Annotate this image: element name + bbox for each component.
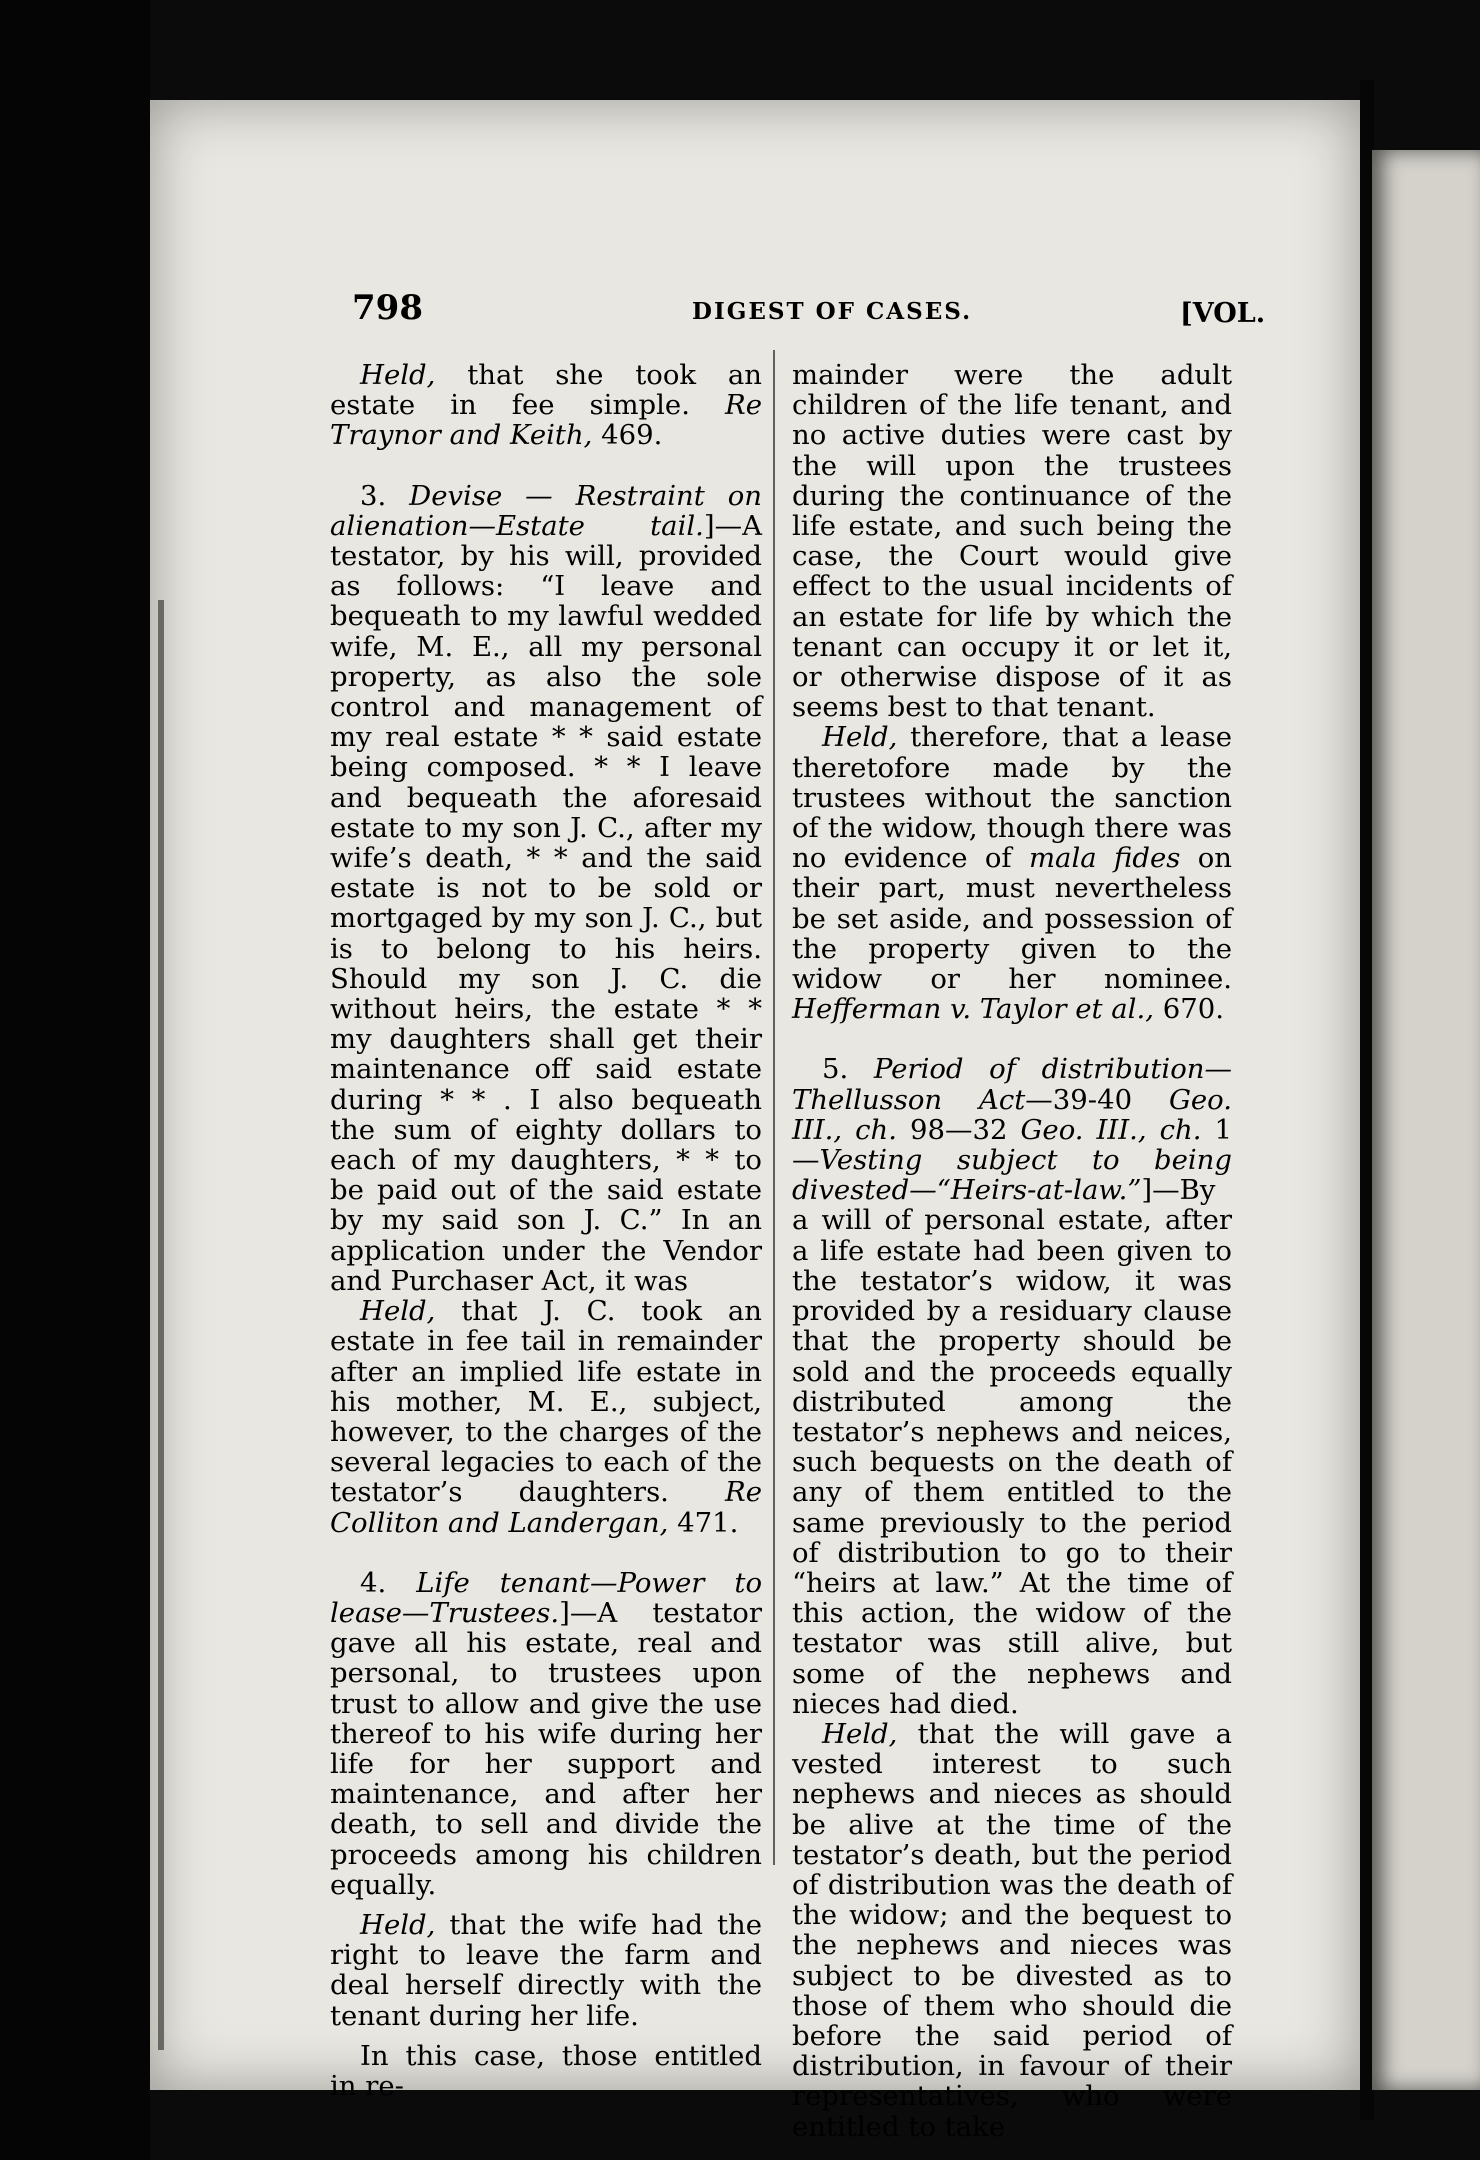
paragraph-held-hefferman [792,722,1232,1024]
paragraph-text: therefore, that a lease theretofore made by the trustees without the sanction of the widow, though there was no evidence of [792,721,1232,875]
paragraph-text: In this case, those entitled in re- [330,2039,762,2102]
running-title: DIGEST OF CASES. [692,298,973,325]
page-header [352,288,1266,338]
case-entry-3 [330,481,762,1296]
entry-heading: Vesting subject to being divested—“Heirs-at-law.” [792,1144,1232,1207]
case-citation: Re Traynor and Keith, [330,389,762,452]
paragraph-held-traynor [330,360,762,451]
entry-heading: Devise — Restraint on alienation—Estate tail. [330,479,762,542]
adjacent-page-edge [1372,150,1480,2090]
statute-name: Geo. III., ch. [792,1083,1232,1146]
page-edge-shadow [158,600,164,2050]
case-entry-5 [792,1054,1232,1718]
paragraph-text: that J. C. took an estate in fee tail in remainder after an implied life estate in his mother, M. E., subject, however, to the charges of the several legacies to each of the testator’s daughters. [330,1295,762,1509]
statute-ref: 1— [792,1113,1232,1177]
citation-page: 469. [592,419,663,452]
paragraph-text: that the will gave a vested interest to such nephews and nieces as should be alive at the time of the testator’s death, but the period of distribution was the death of the widow; and the bequest to the nephews and nieces was subject to be divested as to those of them who should die before the said period of distribution, in favour of their representatives, who were entitled to take [792,1717,1232,2143]
entry-number: 4. [360,1566,417,1599]
right-column [792,359,1232,2143]
statute-ref: —39-40 [1025,1083,1169,1116]
case-citation: Re Colliton and Landergan, [330,1476,762,1539]
volume-marker: [VOL. [1180,298,1266,329]
paragraph-text: on their part, must nevertheless be set aside, and possession of the property given to the widow or her nominee. [792,842,1232,996]
paragraph-held-wife [330,1910,762,2031]
entry-text: ]—By a will of personal estate, after a life estate had been given to the testator’s widow, it was provided by a residuary clause that the property should be sold and the proceeds equally distributed among the testator’s nephews and neices, such bequests on the death of any of them entitled to the same previously to the period of distribution to go to their “heirs at law.” At the time of this action, the widow of the testator was still alive, but some of the nephews and nieces had died. [792,1174,1232,1720]
citation-page: 471. [668,1506,739,1539]
entry-number: 5. [822,1053,874,1086]
paragraph-held-vested [792,1719,1232,2142]
entry-text: ]—A testator gave all his estate, real and personal, to trustees upon trust to allow and give the use thereof to his wife during her life for her support and maintenance, and after her death, to sell and divide the proceeds among his children equally. [330,1596,762,1901]
case-citation: Hefferman v. Taylor et al., [792,993,1154,1026]
entry-text: ]—A testator, by his will, provided as follows: “I leave and bequeath to my lawful wedded wife, M. E., all my personal property, as also the sole control and management of my real estate * * said estate being composed. * * I leave and bequeath the aforesaid estate to my son J. C., after my wife’s death, * * and the said estate is not to be sold or mortgaged by my son J. C., but is to belong to his heirs. Should my son J. C. die without heirs, the estate * * my daughters shall get their maintenance off said estate during * * . I also bequeath the sum of eighty dollars to each of my daughters, * * to be paid out of the said estate by my said son J. C.” In an application under the Vendor and Purchaser Act, it was [330,509,762,1297]
entry-heading: Life tenant—Power to lease—Trustees. [330,1566,763,1629]
paragraph-continuation [330,2041,762,2101]
paragraph-remainder [792,360,1232,722]
held-label: Held, [360,1295,436,1328]
entry-number: 3. [360,479,410,512]
scan-border-left [0,0,150,2160]
paragraph-text: that she took an estate in fee simple. [330,359,762,422]
held-label: Held, [822,721,898,754]
latin-term: mala fides [1028,842,1181,875]
page-number: 798 [352,288,423,328]
case-entry-4 [330,1568,762,1900]
paragraph-held-colliton [330,1296,762,1538]
paragraph-text: mainder were the adult children of the life tenant, and no active duties were cast by the will upon the trustees during the continuance of the life estate, and such being the case, the Court would give effect to the usual incidents of an estate for life by which the tenant can occupy it or let it, or otherwise dispose of it as seems best to that tenant. [792,359,1232,724]
held-label: Held, [822,1717,898,1750]
column-divider [773,350,775,1865]
statute-name: Geo. III., ch. [1020,1113,1202,1146]
statute-ref: 98—32 [896,1113,1021,1146]
entry-heading: Period of distribution—Thellusson Act [792,1053,1232,1116]
citation-page: 670. [1153,993,1224,1026]
paragraph-text: that the wife had the right to leave the farm and deal herself directly with the tenant during her life. [330,1908,762,2032]
held-label: Held, [360,1908,436,1941]
left-column [330,359,763,2102]
held-label: Held, [360,359,436,391]
